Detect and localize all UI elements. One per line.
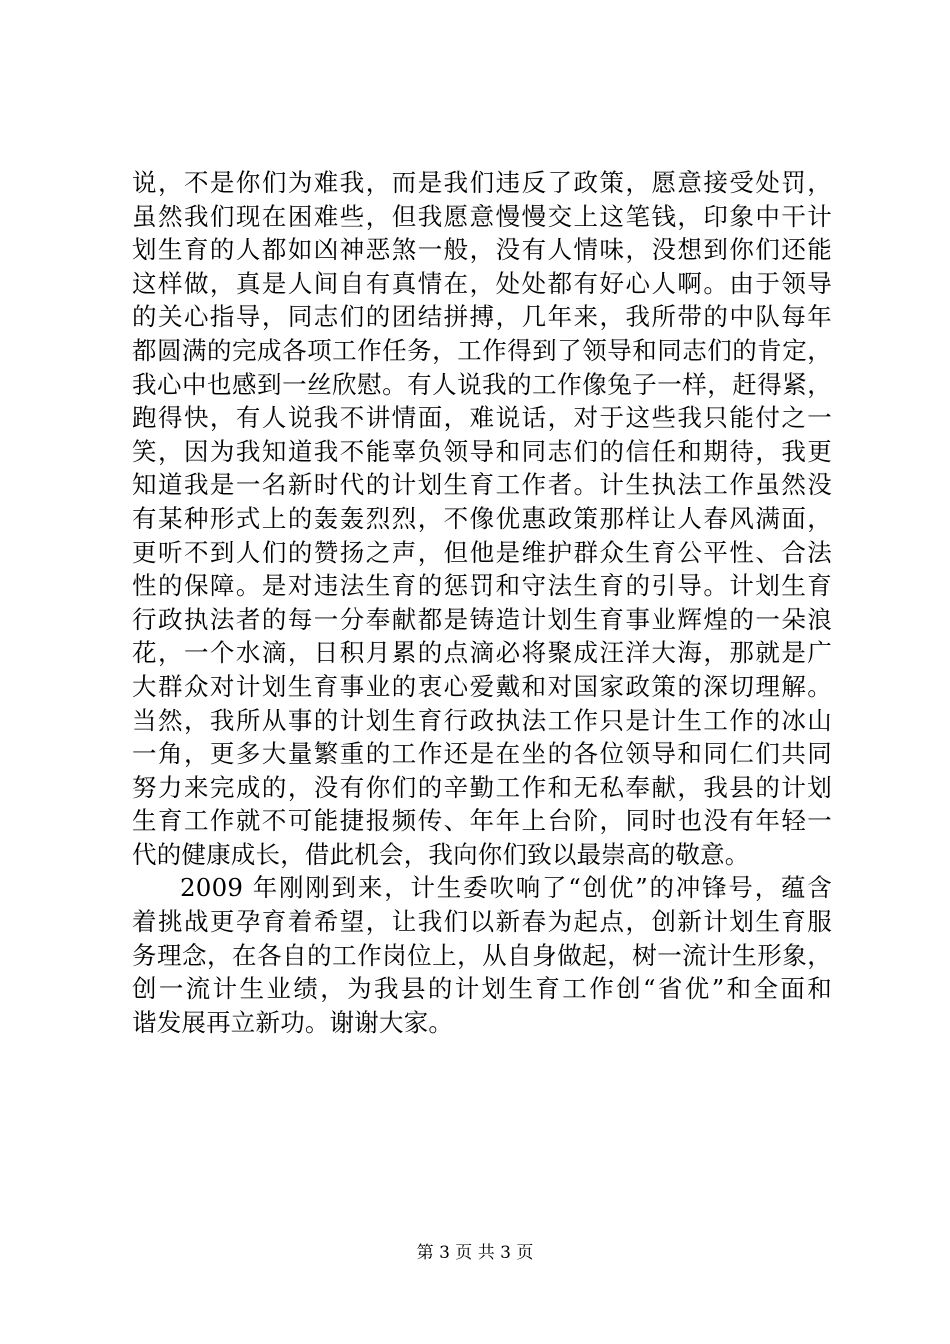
text-line: 务理念，在各自的工作岗位上，从自身做起，树一流计生形象， (132, 940, 832, 970)
text-line: 虽然我们现在困难些，但我愿意慢慢交上这笔钱，印象中干计 (132, 201, 832, 231)
text-line: 大群众对计划生育事业的衷心爱戴和对国家政策的深切理解。 (132, 671, 832, 701)
page-number-footer: 第 3 页 共 3 页 (416, 1243, 534, 1263)
text-line: 说，不是你们为难我，而是我们违反了政策，愿意接受处罚， (132, 168, 832, 197)
text-line: 划生育的人都如凶神恶煞一般，没有人情味，没想到你们还能 (132, 235, 832, 265)
text-line: 当然，我所从事的计划生育行政执法工作只是计生工作的冰山 (132, 705, 832, 735)
text-line: 谐发展再立新功。谢谢大家。 (132, 1007, 454, 1037)
text-line: 跑得快，有人说我不讲情面，难说话，对于这些我只能付之一 (132, 403, 832, 433)
text-line: 笑，因为我知道我不能辜负领导和同志们的信任和期待，我更 (132, 436, 832, 466)
text-line: 更听不到人们的赞扬之声，但他是维护群众生育公平性、合法 (132, 537, 832, 567)
text-line: 着挑战更孕育着希望，让我们以新春为起点，创新计划生育服 (132, 907, 832, 937)
text-line: 有某种形式上的轰轰烈烈，不像优惠政策那样让人春风满面， (132, 503, 832, 533)
document-body (132, 166, 832, 1039)
text-line: 的关心指导，同志们的团结拼搏，几年来，我所带的中队每年 (132, 302, 832, 332)
text-line: 知道我是一名新时代的计划生育工作者。计生执法工作虽然没 (132, 470, 832, 500)
text-line: 2009 年刚刚到来，计生委吹响了“创优”的冲锋号，蕴含 (180, 873, 832, 903)
paragraph-2 (132, 871, 832, 1039)
text-line: 生育工作就不可能捷报频传、年年上台阶，同时也没有年轻一 (132, 806, 832, 836)
text-line: 我心中也感到一丝欣慰。有人说我的工作像兔子一样，赶得紧， (132, 369, 832, 399)
text-line: 代的健康成长，借此机会，我向你们致以最崇高的敬意。 (132, 839, 750, 869)
text-line: 都圆满的完成各项工作任务，工作得到了领导和同志们的肯定， (132, 335, 832, 365)
text-line: 性的保障。是对违法生育的惩罚和守法生育的引导。计划生育 (132, 571, 832, 601)
text-line: 这样做，真是人间自有真情在，处处都有好心人啊。由于领导 (132, 268, 832, 298)
text-line: 创一流计生业绩，为我县的计划生育工作创“省优”和全面和 (132, 974, 832, 1004)
text-line: 行政执法者的每一分奉献都是铸造计划生育事业辉煌的一朵浪 (132, 604, 832, 634)
paragraph-1 (132, 166, 832, 871)
text-line: 努力来完成的，没有你们的辛勤工作和无私奉献，我县的计划 (132, 772, 832, 802)
text-line: 一角，更多大量繁重的工作还是在坐的各位领导和同仁们共同 (132, 739, 832, 769)
text-line: 花，一个水滴，日积月累的点滴必将聚成汪洋大海，那就是广 (132, 638, 832, 668)
